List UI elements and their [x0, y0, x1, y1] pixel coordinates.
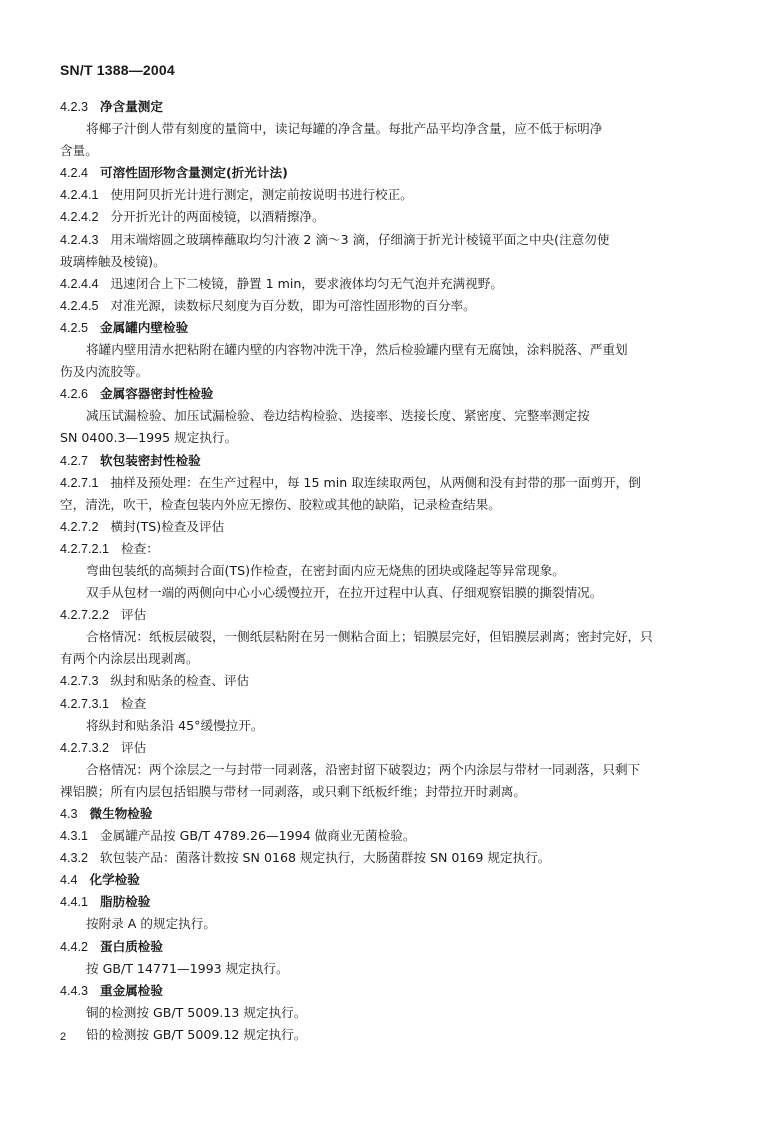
- clause-text: 抽样及预处理：在生产过程中，每 15 min 取连续取两包，从两侧和没有封带的那一面剪开，倒: [110, 474, 641, 490]
- clause-heading: 化学检验: [89, 872, 140, 888]
- clause-text: 铅的检测按 GB/T 5009.12 规定执行。: [86, 1026, 307, 1042]
- clause-text: 按 GB/T 14771—1993 规定执行。: [86, 960, 289, 976]
- clause-text: 软包装产品：菌落计数按 SN 0168 规定执行，大肠菌群按 SN 0169 规定执行。: [100, 850, 551, 866]
- clause-number: 4.2.7.3.2: [60, 740, 110, 755]
- clause-number: 4.2.3: [60, 100, 89, 114]
- text-line: [60, 560, 688, 582]
- text-line: [60, 405, 688, 427]
- text-line: [60, 361, 688, 383]
- clause-text: 将纵封和贴条沿 45°缓慢拉开。: [86, 717, 264, 733]
- text-line: [60, 140, 688, 162]
- clause-number: 4.2.4.3: [60, 232, 99, 247]
- clause-text: 裸铝膜；所有内层包括铝膜与带材一同剥落，或只剩下纸板纤维；封带拉开时剥离。: [60, 783, 526, 799]
- clause-line: [60, 383, 688, 405]
- clause-text: 用末端熔圆之玻璃棒蘸取均匀汁液 2 滴～3 滴，仔细滴于折光计棱镜平面之中央(注意勿使: [110, 231, 610, 247]
- clause-line: [60, 670, 688, 692]
- document-body: [60, 96, 688, 1046]
- clause-heading: 重金属检验: [100, 982, 163, 998]
- clause-heading: 脂肪检验: [100, 894, 151, 910]
- text-line: [60, 913, 688, 935]
- clause-text: 评估: [121, 607, 147, 623]
- clause-text: 横封(TS)检查及评估: [110, 518, 225, 534]
- clause-text: 对准光源，读数标尺刻度为百分数，即为可溶性固形物的百分率。: [110, 297, 476, 313]
- clause-line: [60, 162, 688, 184]
- clause-heading: 蛋白质检验: [100, 938, 163, 954]
- clause-line: [60, 273, 688, 295]
- clause-number: 4.2.7.2: [60, 519, 99, 534]
- clause-line: [60, 295, 688, 317]
- clause-text: 检查：: [121, 540, 159, 556]
- clause-number: 4.2.6: [60, 387, 89, 402]
- clause-number: 4.4.1: [60, 895, 89, 910]
- text-line: [60, 759, 688, 781]
- clause-number: 4.2.4.2: [60, 210, 99, 225]
- clause-line: [60, 538, 688, 560]
- clause-text: SN 0400.3—1995 规定执行。: [60, 430, 238, 446]
- clause-number: 4.2.4.5: [60, 298, 99, 313]
- clause-number: 4.2.4: [60, 166, 89, 181]
- clause-text: 合格情况：两个涂层之一与封带一同剥落，沿密封留下破裂边；两个内涂层与带材一同剥落，只剩下: [86, 761, 641, 777]
- clause-line: [60, 936, 688, 958]
- clause-text: 双手从包材一端的两侧向中心小心缓慢拉开，在拉开过程中认真、仔细观察铝膜的撕裂情况。: [86, 585, 603, 601]
- clause-text: 分开折光计的两面棱镜，以酒精擦净。: [110, 209, 325, 225]
- page-number: 2: [60, 1031, 67, 1043]
- text-line: [60, 427, 688, 449]
- text-line: [60, 626, 688, 648]
- text-line: [60, 494, 688, 516]
- clause-line: [60, 891, 688, 913]
- text-line: [60, 251, 688, 273]
- clause-text: 迅速闭合上下二棱镜，静置 1 min，要求液体均匀无气泡并充满视野。: [110, 275, 503, 291]
- clause-text: 将罐内壁用清水把粘附在罐内壁的内容物冲洗干净，然后检验罐内壁有无腐蚀，涂料脱落、严重划: [86, 342, 628, 358]
- clause-text: 评估: [121, 739, 147, 755]
- clause-line: [60, 869, 688, 891]
- clause-text: 空，清洗，吹干，检查包装内外应无擦伤、胶粒或其他的缺陷，记录检查结果。: [60, 496, 501, 512]
- clause-line: [60, 229, 688, 251]
- clause-line: [60, 825, 688, 847]
- clause-line: [60, 96, 688, 118]
- clause-number: 4.3.1: [60, 829, 89, 844]
- clause-heading: 微生物检验: [89, 806, 153, 821]
- clause-line: [60, 450, 688, 472]
- clause-line: [60, 693, 688, 715]
- clause-number: 4.2.7.1: [60, 475, 99, 490]
- clause-line: [60, 472, 688, 494]
- clause-line: [60, 184, 688, 206]
- clause-line: [60, 803, 688, 825]
- clause-line: [60, 516, 688, 538]
- clause-number: 4.2.7.2.2: [60, 608, 110, 623]
- clause-line: [60, 737, 688, 759]
- clause-text: 减压试漏检验、加压试漏检验、卷边结构检验、迭接率、迭接长度、紧密度、完整率测定按: [86, 408, 590, 424]
- clause-number: 4.2.7: [60, 453, 89, 468]
- clause-text: 有两个内涂层出现剥离。: [60, 651, 199, 667]
- document-code: SN/T 1388—2004: [60, 62, 175, 78]
- clause-number: 4.3: [60, 807, 78, 821]
- clause-number: 4.4: [60, 873, 78, 888]
- clause-line: [60, 317, 688, 339]
- clause-line: [60, 847, 688, 869]
- text-line: [60, 582, 688, 604]
- clause-number: 4.4.2: [60, 939, 89, 954]
- clause-text: 将椰子汁倒人带有刻度的量筒中，读记每罐的净含量。每批产品平均净含量，应不低于标明净: [86, 121, 603, 137]
- clause-text: 弯曲包装纸的高频封合面(TS)作检查，在密封面内应无烧焦的团块或隆起等异常现象。: [86, 562, 565, 578]
- text-line: [60, 648, 688, 670]
- clause-text: 合格情况：纸板层破裂，一侧纸层粘附在另一侧粘合面上；铝膜层完好，但铝膜层剥离；密封完好，只: [86, 629, 653, 645]
- clause-text: 伤及内流胶等。: [60, 364, 149, 380]
- clause-text: 使用阿贝折光计进行测定，测定前按说明书进行校正。: [110, 187, 413, 203]
- clause-number: 4.2.4.4: [60, 276, 99, 291]
- clause-number: 4.2.4.1: [60, 188, 99, 203]
- text-line: [60, 339, 688, 361]
- clause-text: 金属罐产品按 GB/T 4789.26—1994 做商业无菌检验。: [100, 828, 416, 844]
- clause-number: 4.2.7.3.1: [60, 696, 110, 711]
- text-line: [60, 958, 688, 980]
- clause-number: 4.2.5: [60, 320, 89, 335]
- clause-number: 4.2.7.3: [60, 674, 99, 689]
- clause-heading: 金属容器密封性检验: [100, 386, 214, 402]
- clause-heading: 净含量测定: [100, 99, 163, 114]
- clause-text: 铜的检测按 GB/T 5009.13 规定执行。: [86, 1004, 307, 1020]
- clause-text: 玻璃棒触及棱镜)。: [60, 253, 166, 269]
- clause-line: [60, 604, 688, 626]
- text-line: [60, 1024, 688, 1046]
- clause-text: 含量。: [60, 143, 98, 159]
- clause-heading: 软包装密封性检验: [100, 452, 201, 468]
- clause-heading: 金属罐内壁检验: [100, 319, 189, 335]
- clause-text: 纵封和贴条的检查、评估: [110, 673, 250, 689]
- clause-number: 4.2.7.2.1: [60, 541, 110, 556]
- clause-line: [60, 980, 688, 1002]
- clause-heading: 可溶性固形物含量测定(折光计法): [100, 165, 288, 181]
- text-line: [60, 715, 688, 737]
- clause-line: [60, 206, 688, 228]
- clause-number: 4.4.3: [60, 983, 89, 998]
- clause-text: 按附录 A 的规定执行。: [86, 916, 216, 932]
- clause-text: 检查: [121, 695, 147, 711]
- text-line: [60, 1002, 688, 1024]
- text-line: [60, 118, 688, 140]
- text-line: [60, 781, 688, 803]
- clause-number: 4.3.2: [60, 851, 89, 866]
